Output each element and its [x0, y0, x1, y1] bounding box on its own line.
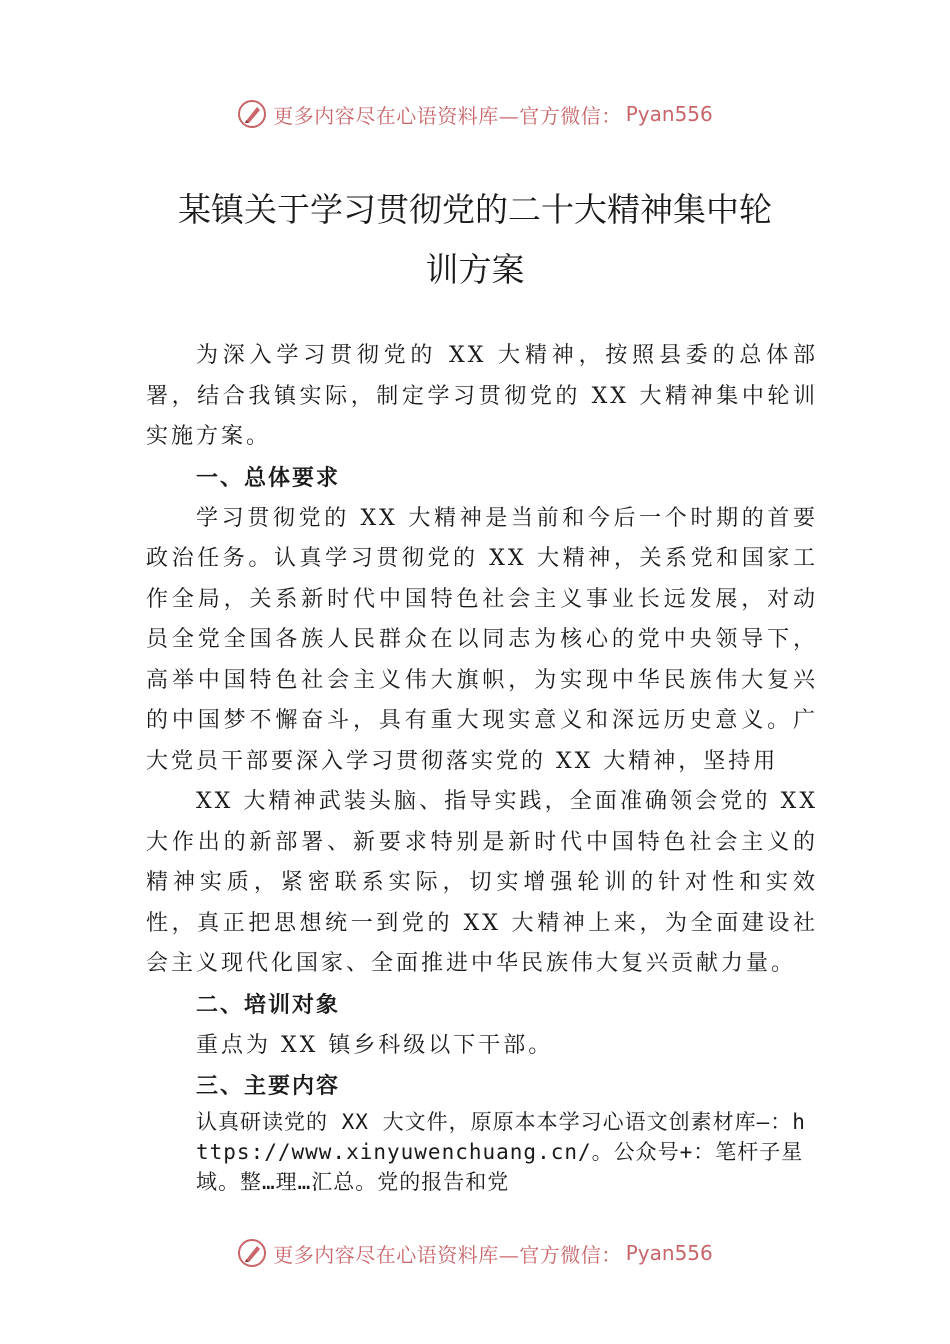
section-heading-trainees: 二、培训对象	[196, 992, 341, 1018]
title-line-1: 某镇关于学习贯彻党的二十大精神集中轮	[178, 190, 772, 229]
footer-banner	[0, 1233, 950, 1273]
title-line-2: 训方案	[425, 250, 525, 289]
intro-paragraph: 为深入学习贯彻党的 XX 大精神，按照县委的总体部署，结合我镇实际，制定学习贯彻党的 XX 大精神集中轮训实施方案。	[146, 343, 818, 449]
section2-paragraph: 重点为 XX 镇乡科级以下干部。	[196, 1032, 554, 1058]
section-heading-main-content: 三、主要内容	[196, 1074, 341, 1099]
section1-paragraph-1: 学习贯彻党的 XX 大精神是当前和今后一个时期的首要政治任务。认真学习贯彻党的 XX 大精神，关系党和国家工作全局，关系新时代中国特色社会主义事业长远发展，对动员全党全国各族人民群众在以同志为核心的党中央领导下， 高举中国特色社会主义伟大旗帜，为实现中华民族伟大复兴的中国梦不懈奋斗，具有重大现实意义和深远历史意义。广大党员干部要深入学习贯彻落实党的 XX 大精神，坚持用	[146, 505, 818, 774]
quill-pen-logo-icon	[237, 99, 267, 129]
banner-wechat-id: Pyan556	[625, 1241, 713, 1265]
section3-paragraph: 认真研读党的 XX 大文件，原原本本学习心语文创素材库—：https://www.xinyuwenchuang.cn/。公众号+：笔杆子星域。整…理…汇总。党的报告和党	[196, 1110, 806, 1194]
document-body	[146, 336, 818, 1197]
banner-text: 更多内容尽在心语资料库—官方微信：	[273, 103, 622, 128]
quill-pen-logo-icon	[237, 1238, 267, 1268]
document-title	[0, 180, 950, 300]
banner-text: 更多内容尽在心语资料库—官方微信：	[273, 1242, 622, 1267]
header-banner	[0, 94, 950, 134]
banner-wechat-id: Pyan556	[625, 102, 713, 126]
section1-paragraph-2: XX 大精神武装头脑、指导实践，全面准确领会党的 XX 大作出的新部署、新要求特别是新时代中国特色社会主义的精神实质，紧密联系实际，切实增强轮训的针对性和实效性，真正把思想统一到党的 XX 大精神上来，为全面建设社会主义现代化国家、全面推进中华民族伟大复兴贡献力量。	[146, 789, 818, 976]
section-heading-general-requirements: 一、总体要求	[196, 465, 341, 491]
